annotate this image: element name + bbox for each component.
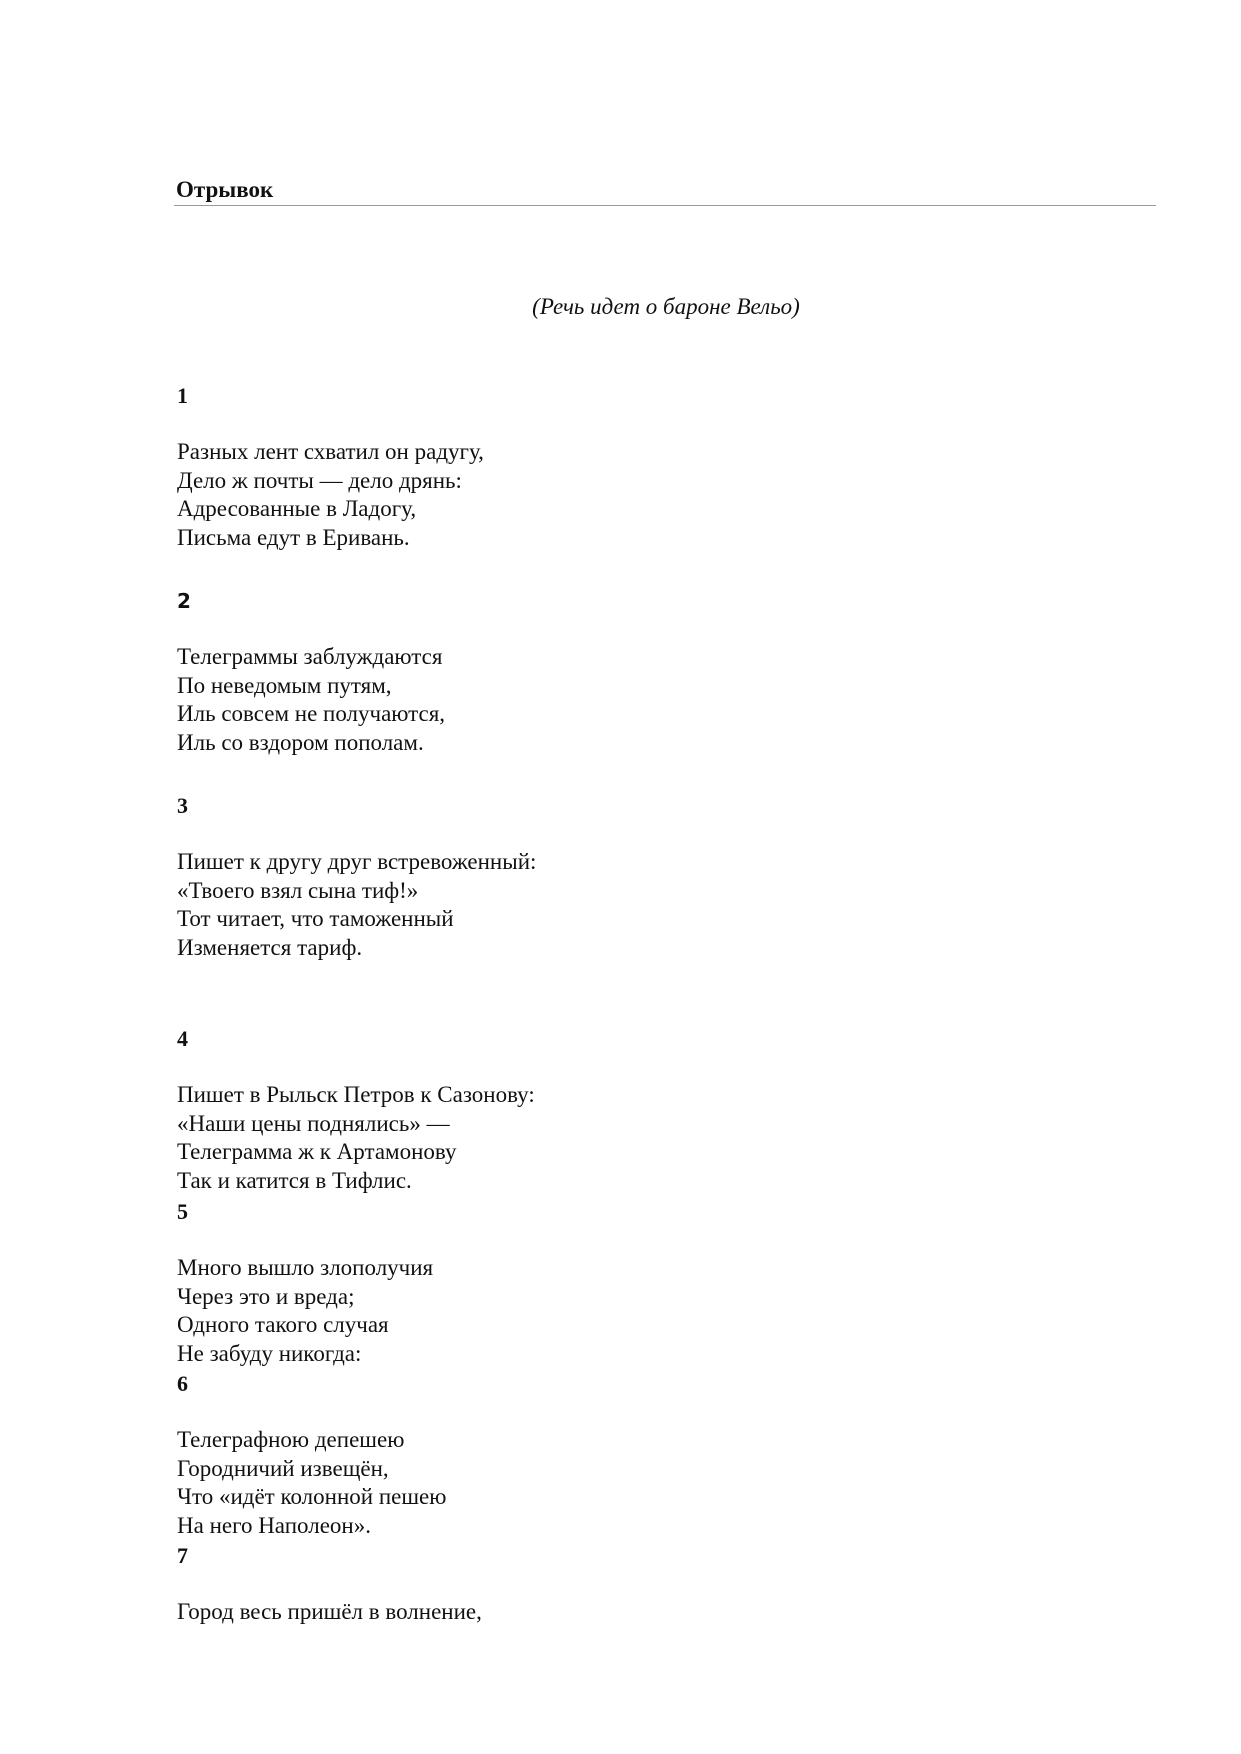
verse-line: Пишет в Рыльск Петров к Сазонову: [177,1082,535,1107]
verse-line: Телеграмма ж к Артамонову [177,1139,457,1165]
verse-line: «Твоего взял сына тиф!» [177,877,419,903]
verse-line: Тот читает, что таможенный [177,906,454,932]
verse-line: Изменяется тариф. [177,934,363,960]
stanza-number: 6 [177,1371,188,1396]
stanza [177,438,484,552]
verse-line: Письма едут в Еривань. [177,524,410,550]
stanza [177,1598,482,1627]
verse-line: Иль совсем не получаются, [177,701,446,727]
verse-line: На него Наполеон». [177,1512,371,1538]
title-divider [174,205,1156,206]
verse-line: Что «идёт колонной пешею [177,1484,447,1510]
verse-line: «Наши цены поднялись» — [177,1110,450,1136]
verse-line: Через это и вреда; [177,1283,355,1309]
verse-line: Городничий извещён, [177,1455,389,1481]
verse-line: Дело ж почты — дело дрянь: [177,467,462,493]
stanza-number: 7 [177,1543,188,1568]
verse-line: Много вышло злополучия [177,1255,434,1280]
stanza-number: 5 [177,1199,188,1224]
stanza [177,643,445,757]
stanza-number: 2 [177,589,191,613]
verse-line: Адресованные в Ладогу, [177,496,417,522]
verse-line: Иль со вздором пополам. [177,729,424,755]
stanza-number: 3 [177,793,188,818]
verse-line: Одного такого случая [177,1312,389,1338]
stanza [177,1426,446,1540]
subtitle: (Речь идет о бароне Вельо) [532,294,800,319]
verse-line: Телеграммы заблуждаются [177,644,443,669]
verse-line: Пишет к другу друг встревоженный: [177,849,537,874]
verse-line: Не забуду никогда: [177,1340,362,1366]
verse-line: Телеграфною депешею [177,1427,405,1452]
stanza [177,1254,433,1368]
verse-line: Так и катится в Тифлис. [177,1167,412,1193]
verse-line: Город весь пришёл в волнение, [177,1599,482,1624]
page-title: Отрывок [176,177,274,202]
stanza [177,1081,535,1195]
verse-line: По неведомым путям, [177,672,392,698]
verse-line: Разных лент схватил он радугу, [177,439,484,464]
stanza-number: 1 [177,383,188,408]
stanza [177,848,536,962]
stanza-number: 4 [177,1026,188,1051]
